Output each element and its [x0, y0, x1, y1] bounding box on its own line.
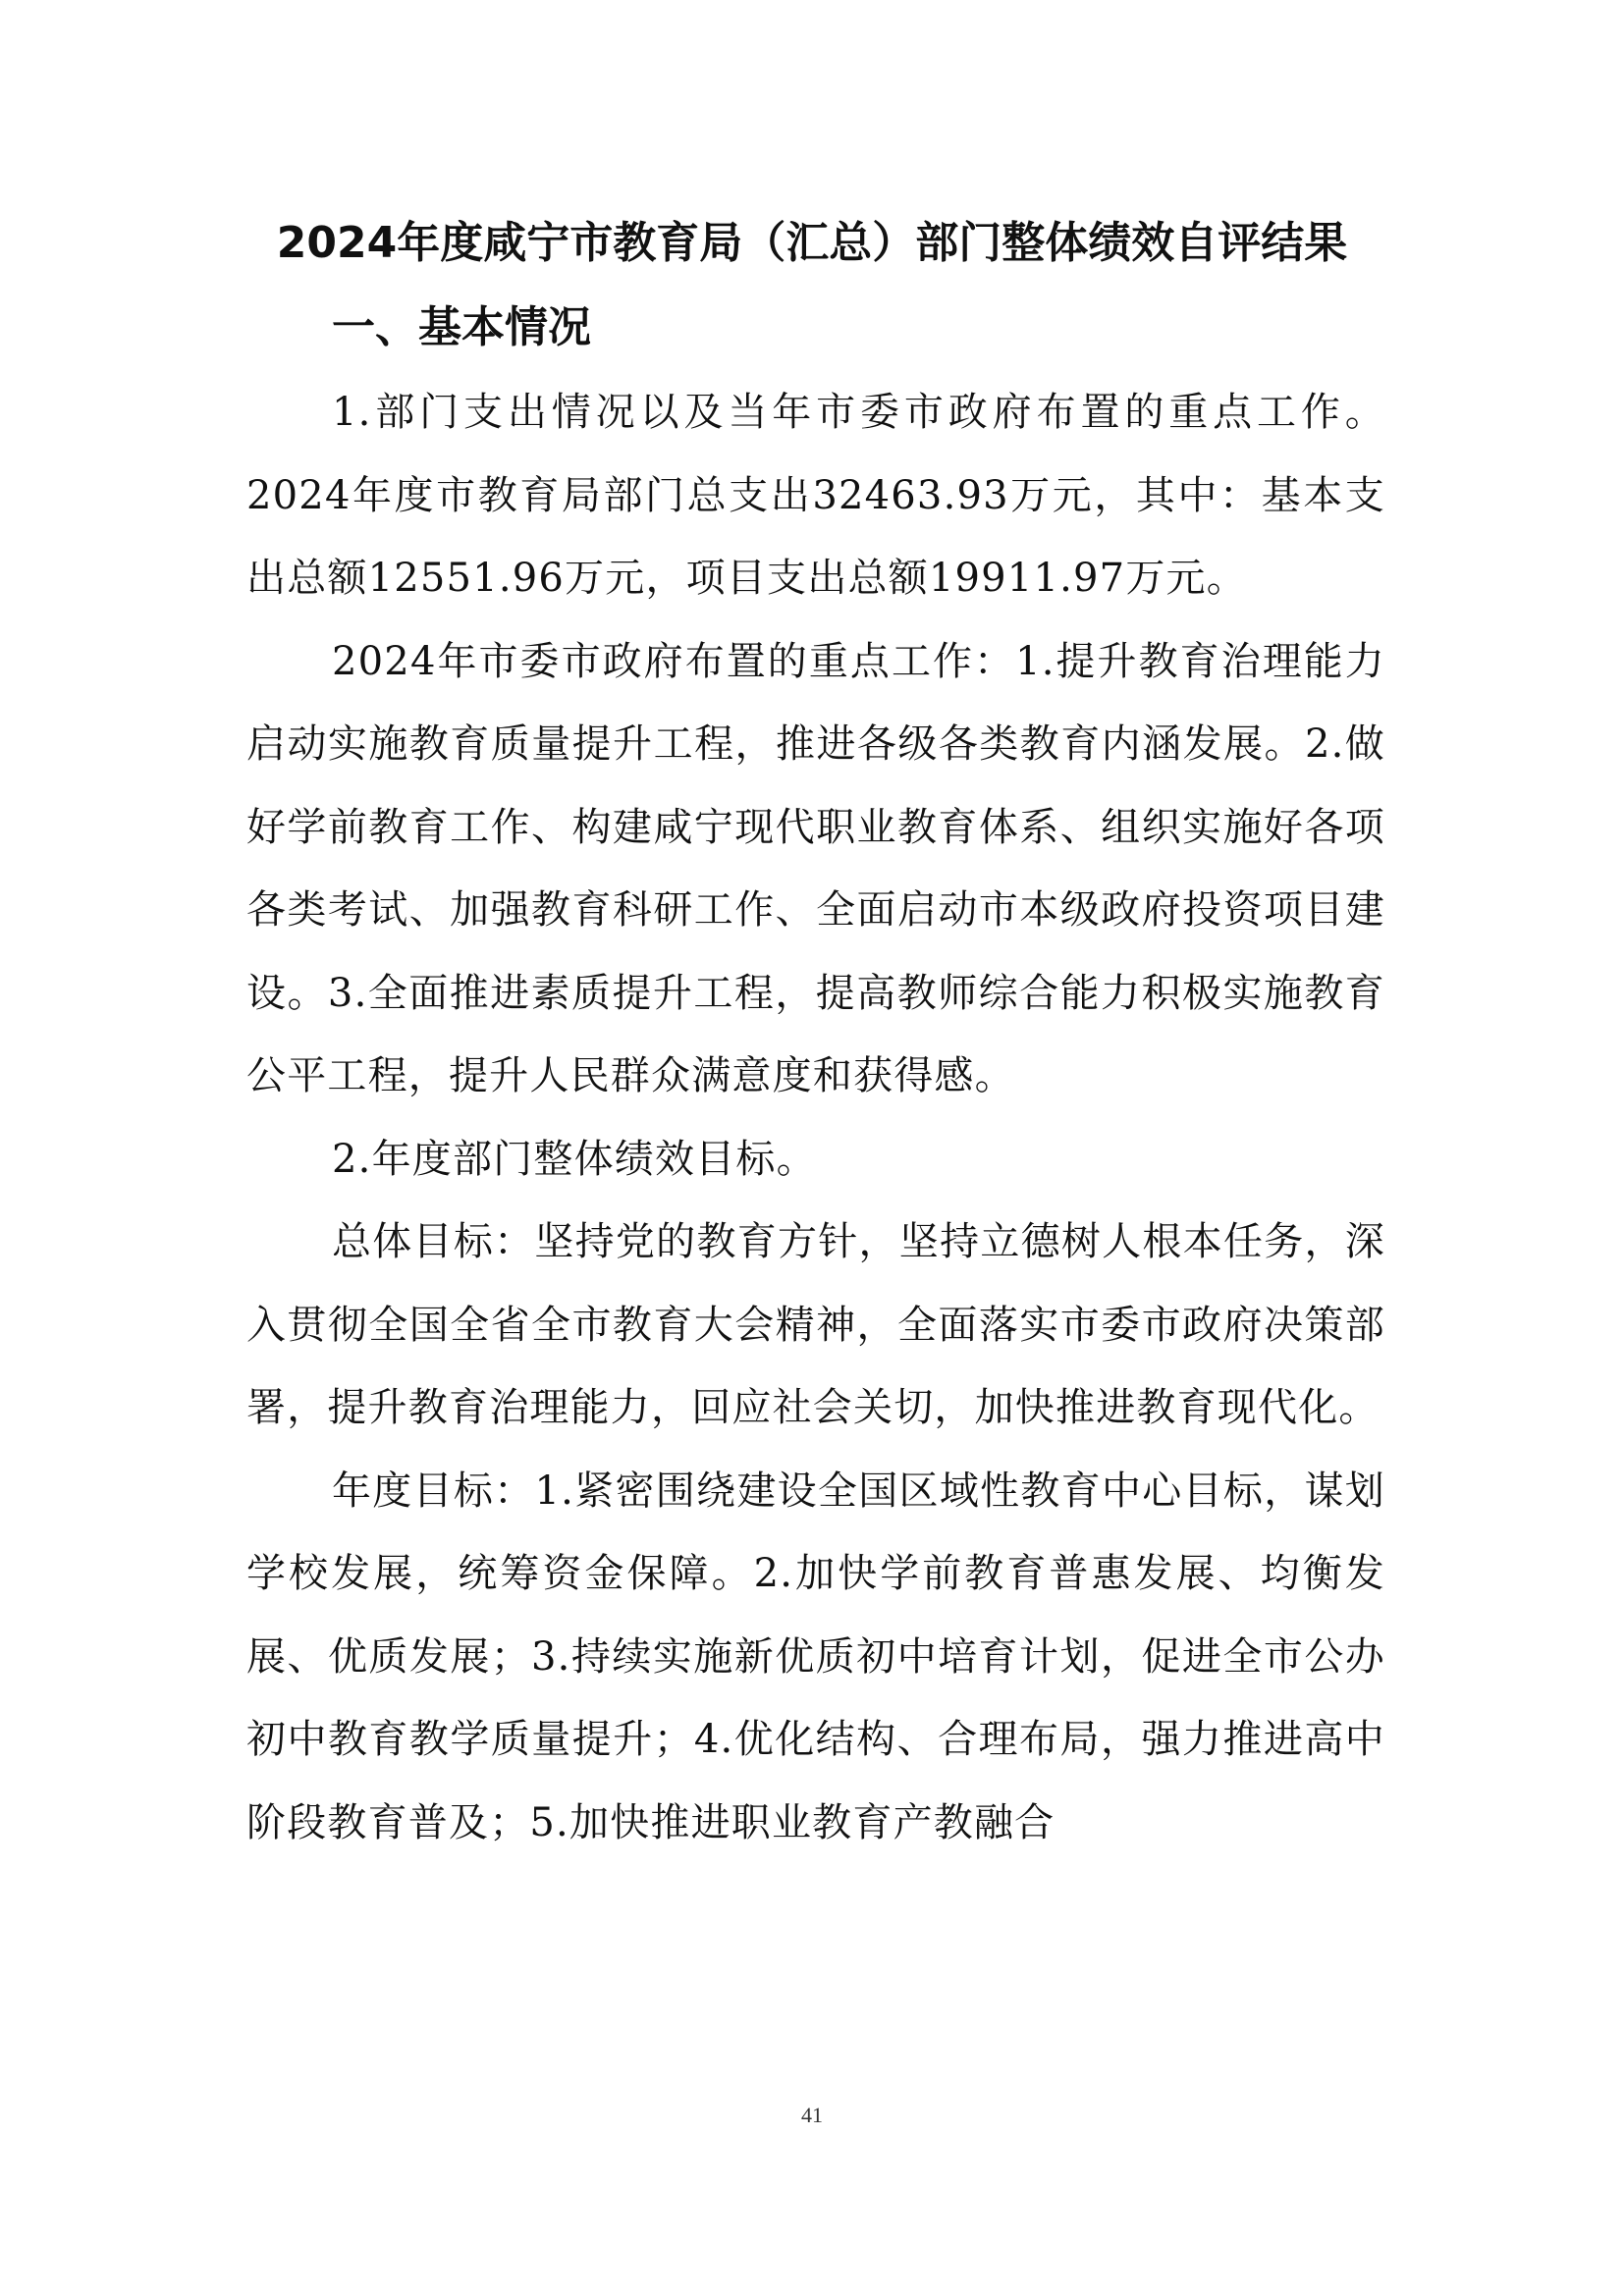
body-text [246, 371, 1385, 1864]
section-heading: 一、基本情况 [332, 302, 591, 352]
paragraph-annual-goal: 年度目标：1.紧密围绕建设全国区域性教育中心目标，谋划学校发展，统筹资金保障。2.加快学前教育普惠发展、均衡发展、优质发展；3.持续实施新优质初中培育计划，促进全市公办初中教育教学质量提升；4.优化结构、合理布局，强力推进高中阶段教育普及；5.加快推进职业教育产教融合 [246, 1468, 1385, 1845]
paragraph-overall-goal: 总体目标：坚持党的教育方针，坚持立德树人根本任务，深入贯彻全国全省全市教育大会精神，全面落实市委市政府决策部署，提升教育治理能力，回应社会关切，加快推进教育现代化。 [246, 1219, 1385, 1430]
document-title: 2024年度咸宁市教育局（汇总）部门整体绩效自评结果 [276, 218, 1348, 268]
paragraph-performance-goal-heading: 2.年度部门整体绩效目标。 [332, 1136, 817, 1182]
paragraph-key-work: 2024年市委市政府布置的重点工作：1.提升教育治理能力启动实施教育质量提升工程，推进各级各类教育内涵发展。2.做好学前教育工作、构建咸宁现代职业教育体系、组织实施好各项各类考试、加强教育科研工作、全面启动市本级政府投资项目建设。3.全面推进素质提升工程，提高教师综合能力积极实施教育公平工程，提升人民群众满意度和获得感。 [246, 638, 1385, 1098]
paragraph-expenditure: 1.部门支出情况以及当年市委市政府布置的重点工作。2024年度市教育局部门总支出32463.93万元，其中：基本支出总额12551.96万元，项目支出总额19911.97万元。 [246, 390, 1385, 601]
page-number: 41 [801, 2103, 823, 2127]
